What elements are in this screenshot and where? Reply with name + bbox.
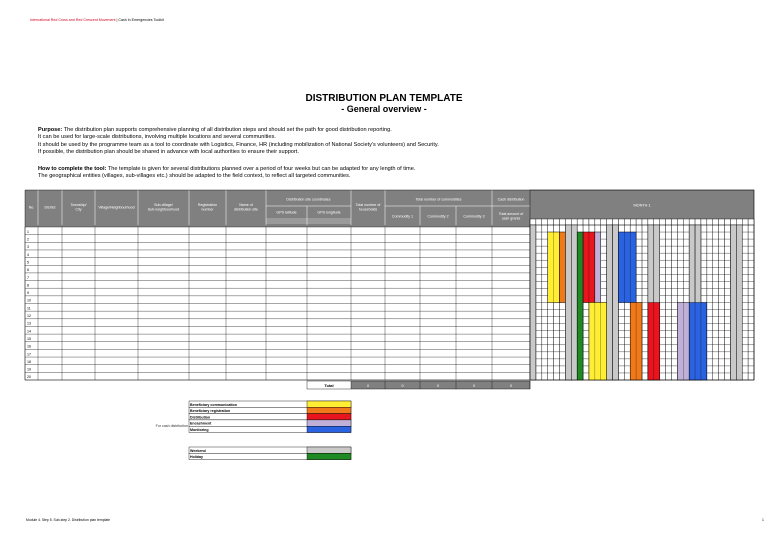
legend2-swatch-1 — [307, 447, 351, 453]
legend-label-3: Distribution — [190, 415, 211, 420]
day-header-cell-13 — [601, 219, 607, 225]
header-cash-line-1: Cash distribution — [497, 197, 525, 202]
day-header-cell-18 — [630, 219, 636, 225]
day-header-cell-38 — [748, 219, 754, 225]
day-header-cell-32 — [713, 219, 719, 225]
row-number-7: 7 — [27, 275, 29, 280]
row-number-15: 15 — [27, 336, 31, 341]
row-number-17: 17 — [27, 352, 31, 357]
header-commodity-2-line-1: Commodity 2 — [427, 214, 449, 219]
header-township-line-1: Township/ — [70, 203, 87, 208]
header-source-black: | Cash in Emergencies Toolkit — [116, 18, 164, 22]
header-commodity-3-line-1: Commodity 3 — [463, 214, 485, 219]
day-header-cell-36 — [736, 219, 742, 225]
activity-block-5 — [595, 232, 601, 302]
row-number-3: 3 — [27, 245, 29, 250]
legend2-swatch-2 — [307, 453, 351, 459]
row-number-8: 8 — [27, 283, 29, 288]
header-households-line-1: Total number of — [355, 203, 381, 208]
page-subtitle: - General overview - — [341, 104, 427, 114]
header-coordinates-line-1: Distribution site coordinates — [286, 197, 331, 202]
activity-block-2 — [559, 232, 565, 302]
row-number-1: 1 — [27, 229, 29, 234]
day-header-cell-17 — [624, 219, 630, 225]
row-number-11: 11 — [27, 306, 31, 311]
header-site-name-line-1: Name of — [239, 203, 253, 208]
header-gps-latitude-line-1: GPS latitude — [276, 210, 297, 215]
total-value-1: 0 — [366, 384, 370, 388]
purpose-line-3: It should be used by the programme team as a tool to coordinate with Logistics, Finance, HR (including mobilization of National Society's volunteers) and Security. — [38, 141, 439, 148]
day-header-cell-6 — [559, 219, 565, 225]
legend-swatch-4 — [307, 420, 351, 426]
legend2-label-1: Weekend — [190, 448, 206, 453]
day-header-cell-7 — [565, 219, 571, 225]
day-header-cell-30 — [701, 219, 707, 225]
header-no-line-1: No. — [28, 205, 35, 210]
row-number-10: 10 — [27, 298, 31, 303]
legend-swatch-3 — [307, 414, 351, 420]
day-header-cell-15 — [613, 219, 619, 225]
purpose-line-2: It can be used for large-scale distributions, involving multiple locations and several communities. — [38, 134, 276, 141]
total-value-2: 0 — [401, 384, 404, 388]
header-cash-total-line-2: cash grants — [501, 216, 521, 221]
purpose-label: Purpose: — [38, 127, 63, 133]
day-header-cell-24 — [666, 219, 672, 225]
header-site-name-line-2: distribution site — [234, 207, 258, 212]
howto-text-1: The template is given for several distributions planned over a period of four weeks but can be adapted for any length of time. — [107, 166, 416, 172]
day-header-cell-2 — [536, 219, 542, 225]
day-header-cell-20 — [642, 219, 648, 225]
day-header-cell-29 — [695, 219, 701, 225]
weekend-column-10 — [730, 225, 736, 380]
legend-label-1: Beneficiary communication — [190, 402, 237, 407]
day-header-cell-1 — [530, 219, 536, 225]
gps-subheader-strip — [266, 218, 351, 224]
header-commodities-line-1: Total number of commodities — [415, 197, 462, 202]
legend2-label-2: Holiday — [190, 455, 203, 460]
day-header-cell-37 — [742, 219, 748, 225]
header-gps-longitude-line-1: GPS longitude — [317, 210, 341, 215]
day-header-cell-4 — [548, 219, 554, 225]
header-township-line-2: City — [75, 207, 82, 212]
day-header-cell-28 — [689, 219, 695, 225]
purpose-text-1: The distribution plan supports comprehensive planning of all distribution steps and should set the path for good distribution reporting. — [63, 127, 392, 133]
day-header-cell-35 — [730, 219, 736, 225]
howto-line-2: The geographical entities (villages, sub-villages etc.) should be adapted to the field context, to reflect all targeted communities. — [38, 173, 351, 180]
day-header-cell-22 — [654, 219, 660, 225]
footer-page-number: 1 — [762, 518, 764, 522]
legend-swatch-2 — [307, 407, 351, 413]
day-header-cell-9 — [577, 219, 583, 225]
header-commodity-1-line-1: Commodity 1 — [391, 214, 414, 219]
page-title: DISTRIBUTION PLAN TEMPLATE — [305, 93, 463, 104]
legend-label-2: Beneficiary registration — [190, 409, 231, 414]
row-number-13: 13 — [27, 321, 31, 326]
row-number-16: 16 — [27, 344, 31, 349]
header-registration-line-2: number — [201, 207, 214, 212]
footer-left: Module 4. Step 5. Sub-step 2. Distribution plan template — [26, 518, 111, 522]
day-header-cell-25 — [671, 219, 677, 225]
total-value-5: 0 — [509, 384, 513, 388]
legend-swatch-5 — [307, 426, 351, 432]
row-number-9: 9 — [27, 291, 29, 296]
day-header-cell-31 — [707, 219, 713, 225]
legend-label-4: Encashment — [190, 421, 212, 426]
header-month-line-1: MONTH 1 — [633, 203, 651, 208]
activity-block-7 — [589, 303, 607, 381]
weekend-column-1 — [530, 225, 536, 380]
day-header-cell-19 — [636, 219, 642, 225]
day-header-cell-5 — [554, 219, 560, 225]
day-header-cell-23 — [660, 219, 666, 225]
total-value-3: 0 — [436, 384, 440, 388]
header-cash-total-line-1: Total amount of — [498, 212, 524, 217]
row-number-6: 6 — [27, 268, 29, 273]
header-district-line-1: District — [44, 205, 56, 210]
total-label: Total — [324, 383, 334, 388]
row-number-20: 20 — [27, 375, 31, 380]
weekend-column-4 — [607, 225, 613, 380]
purpose-line-4: If possible, the distribution plan should be shared in advance with local authorities to ensure their support. — [38, 149, 299, 156]
row-number-12: 12 — [27, 314, 31, 318]
weekend-column-2 — [565, 225, 571, 380]
total-row-fill — [351, 381, 530, 389]
header-subvillage-line-1: Sub-village/ — [154, 203, 173, 208]
activity-block-3 — [577, 232, 583, 380]
day-header-cell-10 — [583, 219, 589, 225]
day-header-cell-8 — [571, 219, 577, 225]
row-number-2: 2 — [27, 237, 29, 242]
weekend-column-3 — [571, 225, 577, 380]
day-header-cell-12 — [595, 219, 601, 225]
row-number-5: 5 — [27, 260, 29, 265]
activity-block-6 — [618, 232, 636, 302]
day-header-cell-34 — [725, 219, 731, 225]
day-header-cell-26 — [677, 219, 683, 225]
header-households-line-2: households — [358, 207, 378, 212]
legend-swatch-1 — [307, 401, 351, 407]
header-village-line-1: Village/Neighbourhood — [98, 205, 135, 210]
header-source-red: International Red Cross and Red Crescent Movement — [30, 18, 116, 22]
header-strip — [25, 225, 530, 227]
total-value-4: 0 — [472, 384, 476, 388]
legend-label-5: Monitoring — [190, 428, 209, 432]
day-header-cell-11 — [589, 219, 595, 225]
day-header-cell-21 — [648, 219, 654, 225]
weekend-column-5 — [613, 225, 619, 380]
day-header-cell-3 — [542, 219, 548, 225]
day-header-cell-27 — [683, 219, 689, 225]
day-header-cell-14 — [607, 219, 613, 225]
legend-note: For cash distribution — [155, 424, 188, 428]
howto-label: How to complete the tool: — [38, 166, 107, 172]
row-number-19: 19 — [27, 367, 31, 372]
weekend-column-11 — [736, 225, 742, 380]
activity-block-11 — [689, 303, 707, 381]
day-header-cell-33 — [719, 219, 725, 225]
row-number-18: 18 — [27, 359, 31, 364]
header-registration-line-1: Registration — [197, 203, 218, 208]
header-subvillage-line-2: Sub-neighbourhood — [147, 207, 180, 212]
row-number-14: 14 — [27, 329, 31, 334]
day-header-cell-16 — [618, 219, 624, 225]
row-number-4: 4 — [27, 252, 29, 257]
